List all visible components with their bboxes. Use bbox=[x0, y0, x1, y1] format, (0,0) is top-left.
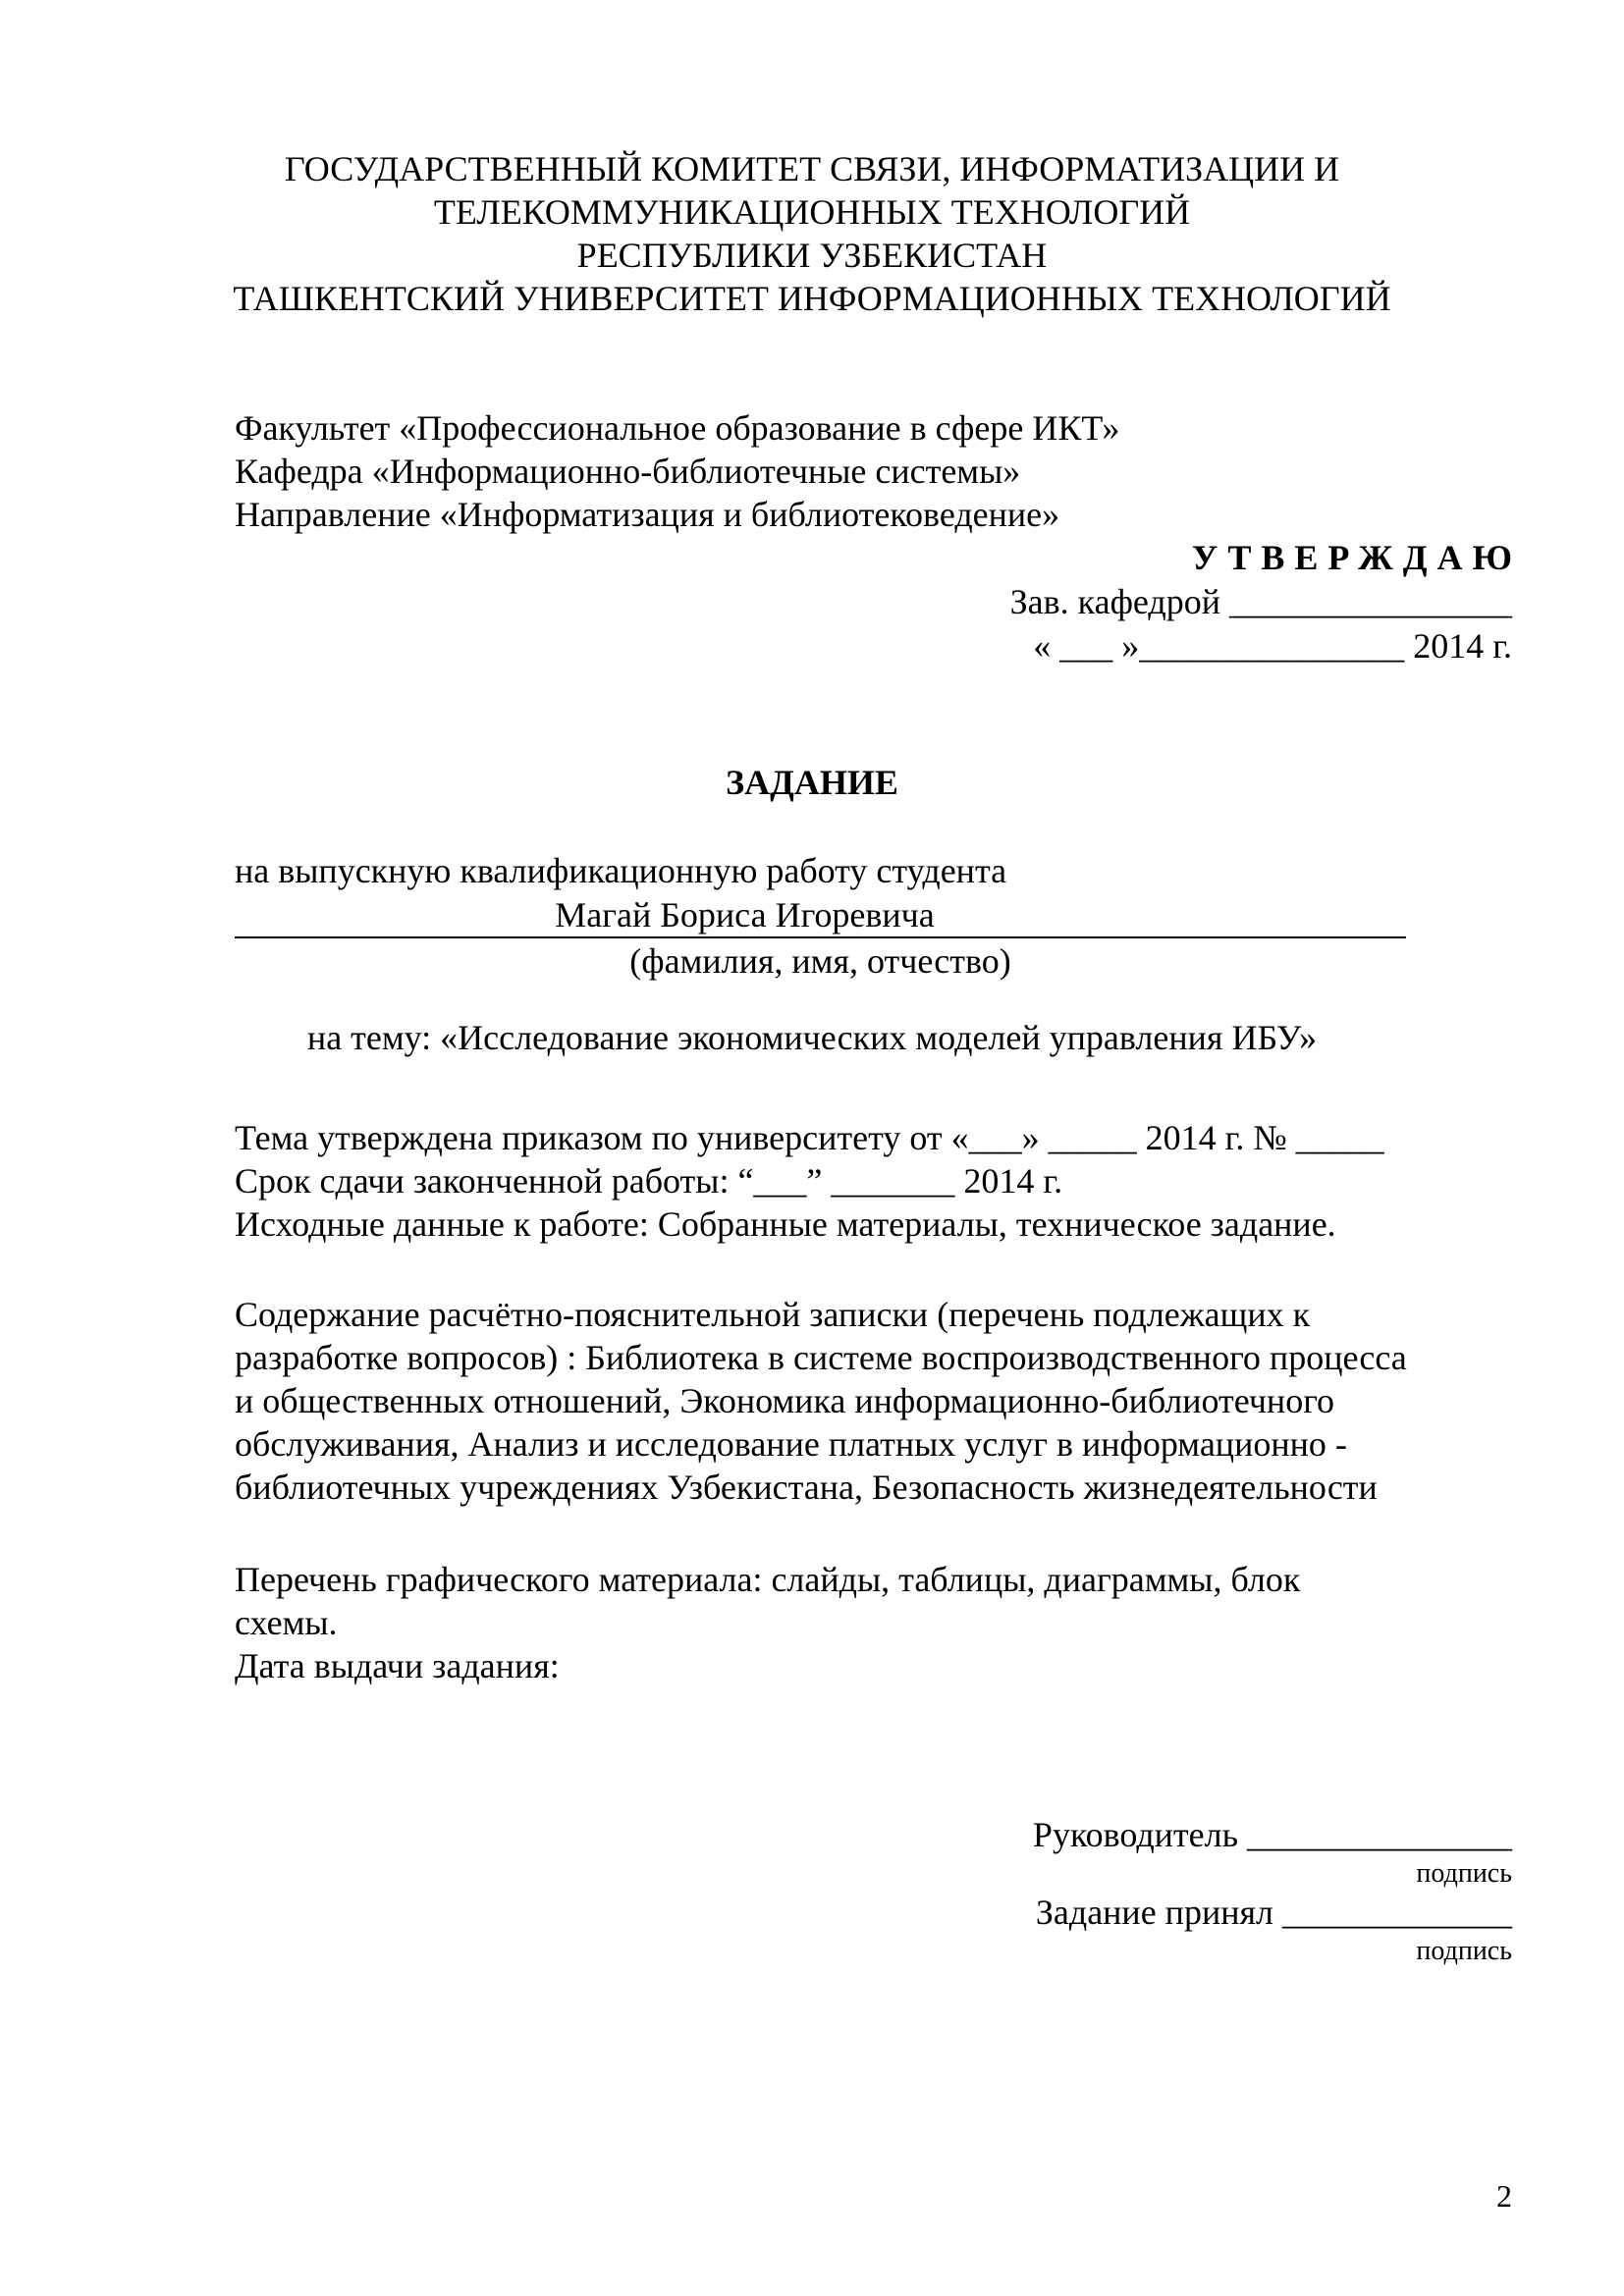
graphics-line-2: схемы. bbox=[235, 1603, 338, 1642]
student-name: Магай Бориса Игоревича bbox=[555, 895, 935, 934]
name-caption: (фамилия, имя, отчество) bbox=[629, 941, 1011, 981]
head-of-department-line: Зав. кафедрой ________________ bbox=[1009, 582, 1512, 621]
approval-block bbox=[825, 536, 1522, 668]
accepted-signature-line: Задание принял _____________ bbox=[1035, 1893, 1512, 1932]
task-intro: на выпускную квалификационную работу студента bbox=[235, 851, 1007, 890]
department-line: Кафедра «Информационно-библиотечные системы» bbox=[235, 452, 1021, 491]
faculty-block bbox=[235, 406, 1511, 536]
content-line-3: и общественных отношений, Экономика информационно-библиотечного bbox=[235, 1381, 1335, 1420]
supervisor-signature-caption: подпись bbox=[1416, 1858, 1512, 1889]
thesis-topic: на тему: «Исследование экономических моделей управления ИБУ» bbox=[306, 1018, 1318, 1057]
supervisor-signature-line: Руководитель _______________ bbox=[1032, 1815, 1512, 1854]
document-title: ЗАДАНИЕ bbox=[726, 763, 898, 802]
header-line-3: РЕСПУБЛИКИ УЗБЕКИСТАН bbox=[576, 236, 1048, 275]
page-number: 2 bbox=[1496, 2178, 1512, 2214]
source-data-line: Исходные данные к работе: Собранные материалы, техническое задание. bbox=[235, 1204, 1336, 1244]
content-line-4: обслуживания, Анализ и исследование платных услуг в информационно - bbox=[235, 1424, 1347, 1464]
header-line-4: ТАШКЕНТСКИЙ УНИВЕРСИТЕТ ИНФОРМАЦИОННЫХ ТЕХНОЛОГИЙ bbox=[233, 279, 1391, 318]
order-line: Тема утверждена приказом по университету от «___» _____ 2014 г. № _____ bbox=[235, 1118, 1384, 1157]
issue-date-line: Дата выдачи задания: bbox=[235, 1646, 560, 1685]
student-block bbox=[235, 849, 1511, 981]
faculty-line: Факультет «Профессиональное образование в сфере ИКТ» bbox=[235, 408, 1120, 448]
terms-block bbox=[235, 1116, 1560, 1246]
graphics-line-1: Перечень графического материала: слайды, таблицы, диаграммы, блок bbox=[235, 1560, 1301, 1599]
content-block bbox=[235, 1293, 1541, 1509]
header-line-1: ГОСУДАРСТВЕННЫЙ КОМИТЕТ СВЯЗИ, ИНФОРМАТИЗАЦИИ И bbox=[284, 149, 1340, 188]
content-line-2: разработке вопросов) : Библиотека в системе воспроизводственного процесса bbox=[235, 1338, 1407, 1377]
student-name-field bbox=[235, 893, 1406, 938]
organization-header bbox=[0, 147, 1624, 320]
accepted-signature-caption: подпись bbox=[1416, 1936, 1512, 1966]
content-line-5: библиотечных учреждениях Узбекистана, Безопасность жизнедеятельности bbox=[235, 1468, 1378, 1507]
approval-title: УТВЕРЖДАЮ bbox=[1191, 538, 1522, 577]
header-line-2: ТЕЛЕКОММУНИКАЦИОННЫХ ТЕХНОЛОГИЙ bbox=[433, 192, 1191, 232]
signature-block bbox=[727, 1813, 1512, 1968]
direction-line: Направление «Информатизация и библиотековедение» bbox=[235, 495, 1060, 534]
graphics-block bbox=[235, 1558, 1541, 1687]
content-line-1: Содержание расчётно-пояснительной записки (перечень подлежащих к bbox=[235, 1295, 1311, 1334]
approval-date-line: « ___ »_______________ 2014 г. bbox=[1033, 626, 1512, 666]
deadline-line: Срок сдачи законченной работы: “___” _______ 2014 г. bbox=[235, 1161, 1063, 1201]
